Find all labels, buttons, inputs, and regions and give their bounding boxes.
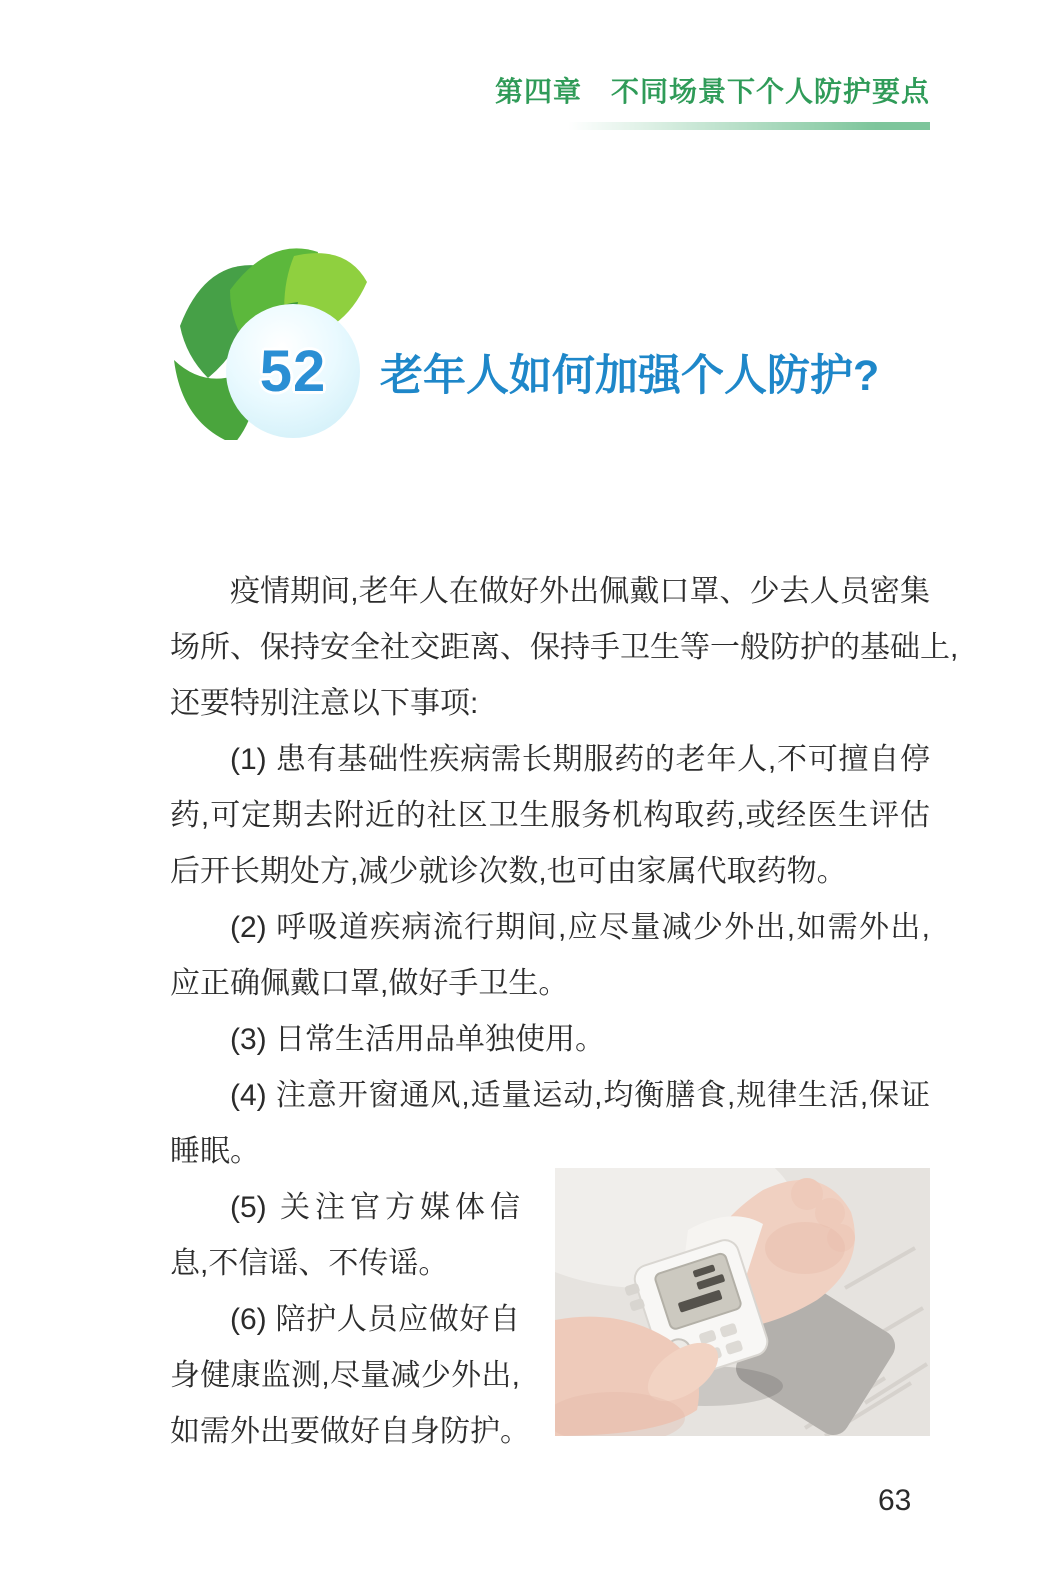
- body-line: 身健康监测,尽量减少外出,: [170, 1359, 520, 1392]
- body-line: 疫情期间,老年人在做好外出佩戴口罩、少去人员密集: [230, 575, 930, 608]
- body-line: 后开长期处方,减少就诊次数,也可由家属代取药物。: [170, 855, 847, 888]
- body-line: 息,不信谣、不传谣。: [170, 1247, 449, 1280]
- body-line: 场所、保持安全社交距离、保持手卫生等一般防护的基础上,: [170, 631, 959, 664]
- body-line: (4) 注意开窗通风,适量运动,均衡膳食,规律生活,保证: [230, 1079, 930, 1112]
- body-line: (5) 关注官方媒体信: [230, 1191, 520, 1224]
- body-line: (1) 患有基础性疾病需长期服药的老年人,不可擅自停: [230, 743, 930, 776]
- page-number: 63: [878, 1484, 912, 1517]
- body-line: (2) 呼吸道疾病流行期间,应尽量减少外出,如需外出,: [230, 911, 930, 944]
- page-title: 老年人如何加强个人防护?: [380, 352, 880, 400]
- chapter-underline-divider: [568, 122, 930, 130]
- body-line: 药,可定期去附近的社区卫生服务机构取药,或经医生评估: [170, 799, 930, 832]
- body-line: 睡眠。: [170, 1135, 260, 1168]
- section-number: 52: [259, 338, 327, 404]
- section-logo: [166, 228, 371, 440]
- wrist-blood-pressure-monitor-photo: [555, 1168, 930, 1436]
- body-line: 如需外出要做好自身防护。: [170, 1415, 530, 1448]
- section-number-badge: [226, 304, 360, 438]
- photo-illustration: [555, 1168, 930, 1436]
- chapter-header-title: 第四章 不同场景下个人防护要点: [494, 76, 930, 107]
- body-line: 还要特别注意以下事项:: [170, 687, 479, 720]
- body-line: 应正确佩戴口罩,做好手卫生。: [170, 967, 569, 1000]
- body-line: (6) 陪护人员应做好自: [230, 1303, 520, 1336]
- body-line: (3) 日常生活用品单独使用。: [230, 1023, 605, 1056]
